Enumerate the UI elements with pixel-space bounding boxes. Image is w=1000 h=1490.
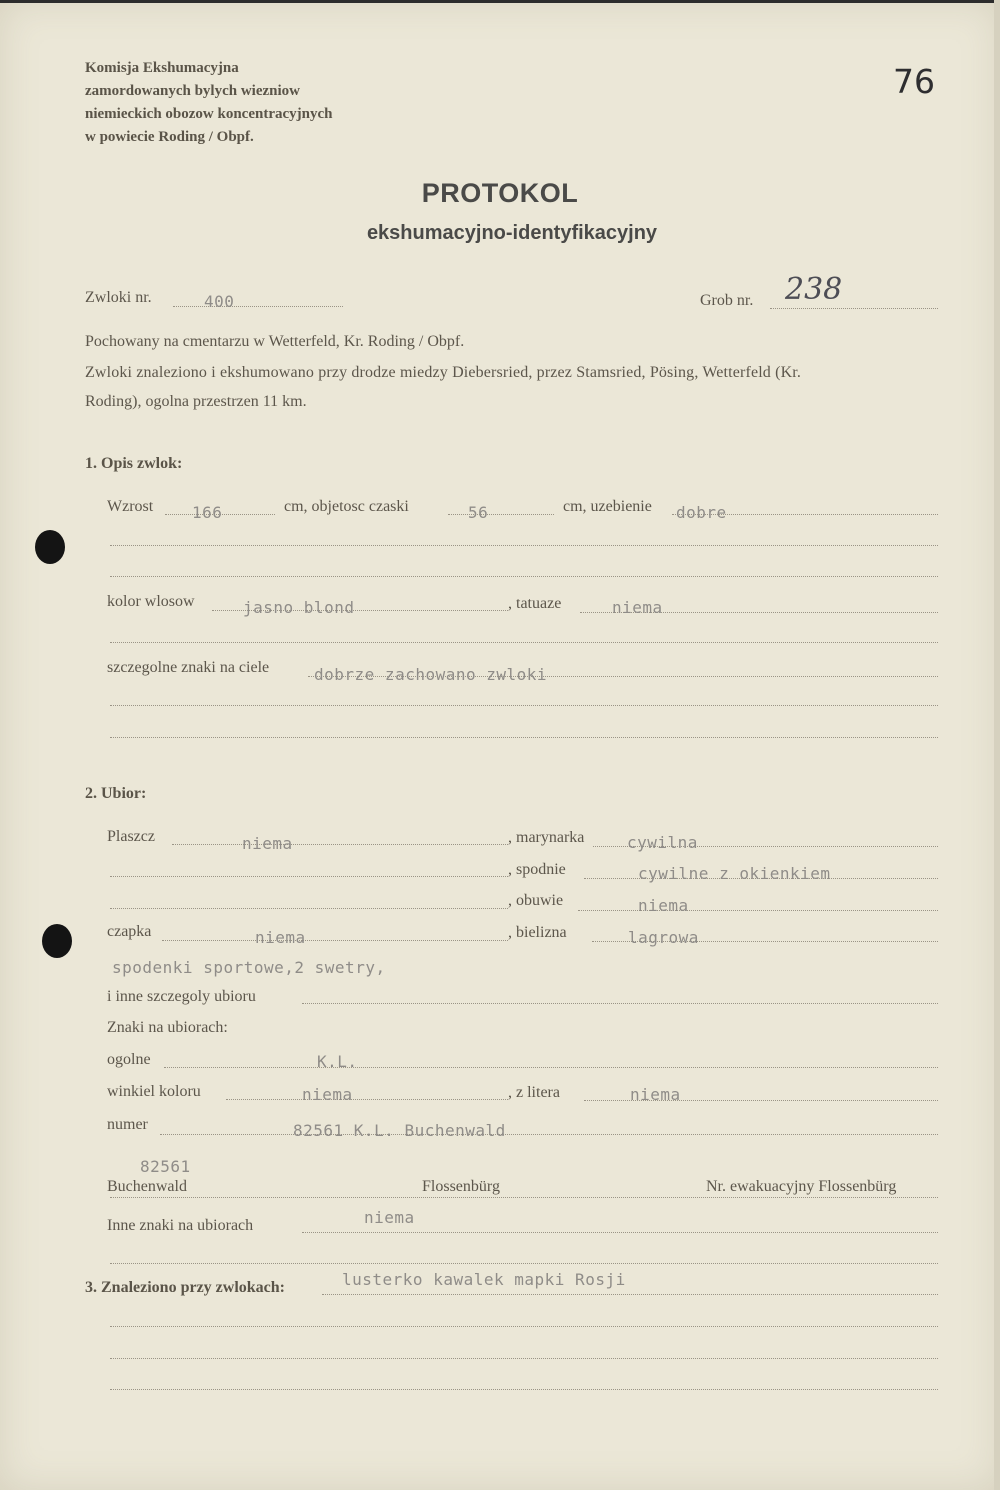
header-line-1: Komisja Ekshumacyjna	[85, 60, 239, 76]
tatuaze-value: niema	[612, 598, 663, 617]
dotted-line	[110, 545, 938, 546]
uzebienie-value: dobre	[676, 503, 727, 522]
wlosy-label: kolor wlosow	[107, 593, 195, 610]
dotted-line	[110, 642, 938, 643]
bielizna-label: , bielizna	[508, 924, 567, 941]
header-line-4: w powiecie Roding / Obpf.	[85, 129, 254, 145]
znaki-cialo-label: szczegolne znaki na ciele	[107, 659, 270, 676]
buchenwald-label: Buchenwald	[107, 1178, 187, 1195]
top-edge	[0, 0, 1000, 3]
dotted-line	[322, 1294, 938, 1295]
wzrost-value: 166	[192, 503, 223, 522]
found-text-1: Zwloki znaleziono i ekshumowano przy drodze miedzy Diebersried, przez Stamsried, Pösing, Wetterfeld (Kr.	[85, 364, 802, 381]
dotted-line	[162, 940, 508, 941]
dotted-line	[173, 306, 343, 307]
dotted-line	[302, 1003, 938, 1004]
zwloki-label: Zwloki nr.	[85, 289, 152, 306]
numer-label: numer	[107, 1116, 148, 1133]
document-title: PROTOKOL	[421, 178, 579, 208]
dotted-line	[172, 844, 508, 845]
czapka-label: czapka	[107, 923, 152, 940]
ogolne-value: K.L.	[317, 1052, 358, 1071]
header-line-3: niemieckich obozow koncentracyjnych	[85, 106, 333, 122]
plaszcz-value: niema	[242, 834, 293, 853]
dotted-line	[110, 705, 938, 706]
dotted-line	[110, 1389, 938, 1390]
wlosy-value: jasno blond	[243, 598, 355, 617]
dotted-line	[160, 1134, 938, 1135]
numer-value: 82561 K.L. Buchenwald	[293, 1121, 506, 1140]
znaleziono-value: lusterko kawalek mapki Rosji	[342, 1270, 626, 1289]
winkiel-label: winkiel koloru	[107, 1083, 201, 1100]
znaki-ubiory-heading: Znaki na ubiorach:	[107, 1019, 228, 1036]
flossenburg-label: Flossenbürg	[422, 1178, 500, 1195]
litera-label: , z litera	[508, 1084, 560, 1101]
header-line-2: zamordowanych bylych wiezniow	[85, 83, 300, 99]
punch-hole-icon	[35, 530, 65, 564]
dotted-line	[578, 910, 938, 911]
buchenwald-number: 82561	[140, 1157, 191, 1176]
marynarka-label: , marynarka	[508, 829, 585, 846]
czapka-value: niema	[255, 928, 306, 947]
spodnie-value: cywilne z okienkiem	[638, 864, 831, 883]
dotted-line	[302, 1232, 938, 1233]
cm-uzebienie-label: cm, uzebienie	[563, 498, 652, 515]
dotted-line	[110, 876, 508, 877]
inne-znaki-value: niema	[364, 1208, 415, 1227]
dotted-line	[110, 737, 938, 738]
inne-znaki-label: Inne znaki na ubiorach	[107, 1217, 254, 1234]
litera-value: niema	[630, 1085, 681, 1104]
dotted-line	[110, 1263, 938, 1264]
inne-szczegoly-label: i inne szczegoly ubioru	[107, 988, 256, 1005]
znaki-cialo-value: dobrze zachowano zwloki	[314, 665, 548, 684]
section-2-heading: 2. Ubior:	[85, 785, 147, 802]
dotted-line	[164, 1067, 938, 1068]
dotted-line	[110, 908, 508, 909]
cm-czaszka-label: cm, objetosc czaski	[284, 498, 409, 515]
wzrost-label: Wzrost	[107, 498, 154, 515]
section-3-heading: 3. Znaleziono przy zwlokach:	[85, 1279, 285, 1296]
dotted-line	[110, 1326, 938, 1327]
zwloki-value: 400	[204, 292, 235, 311]
winkiel-value: niema	[302, 1085, 353, 1104]
obuwie-value: niema	[638, 896, 689, 915]
tatuaze-label: , tatuaze	[508, 595, 562, 612]
document-subtitle: ekshumacyjno-identyfikacyjny	[366, 222, 658, 244]
punch-hole-icon	[42, 924, 72, 958]
grob-label: Grob nr.	[700, 292, 754, 309]
dotted-line	[770, 308, 938, 309]
ogolne-label: ogolne	[107, 1051, 151, 1068]
grob-value: 238	[785, 272, 843, 307]
found-text-2: Roding), ogolna przestrzen 11 km.	[85, 393, 307, 410]
dotted-line	[110, 1197, 938, 1198]
section-1-heading: 1. Opis zwlok:	[85, 455, 183, 472]
czaszka-value: 56	[468, 503, 489, 522]
marynarka-value: cywilna	[627, 833, 698, 852]
obuwie-label: , obuwie	[508, 892, 564, 909]
plaszcz-label: Plaszcz	[107, 828, 155, 845]
bielizna-value: lagrowa	[628, 928, 699, 947]
spodnie-label: , spodnie	[508, 861, 566, 878]
page-number: 76	[893, 62, 935, 101]
burial-text: Pochowany na cmentarzu w Wetterfeld, Kr. Roding / Obpf.	[85, 333, 465, 350]
dotted-line	[110, 576, 938, 577]
ewakuacyjny-label: Nr. ewakuacyjny Flossenbürg	[706, 1178, 897, 1195]
dotted-line	[226, 1099, 508, 1100]
dotted-line	[110, 1358, 938, 1359]
extra-clothing-value: spodenki sportowe,2 swetry,	[112, 958, 386, 977]
dotted-line	[448, 514, 554, 515]
